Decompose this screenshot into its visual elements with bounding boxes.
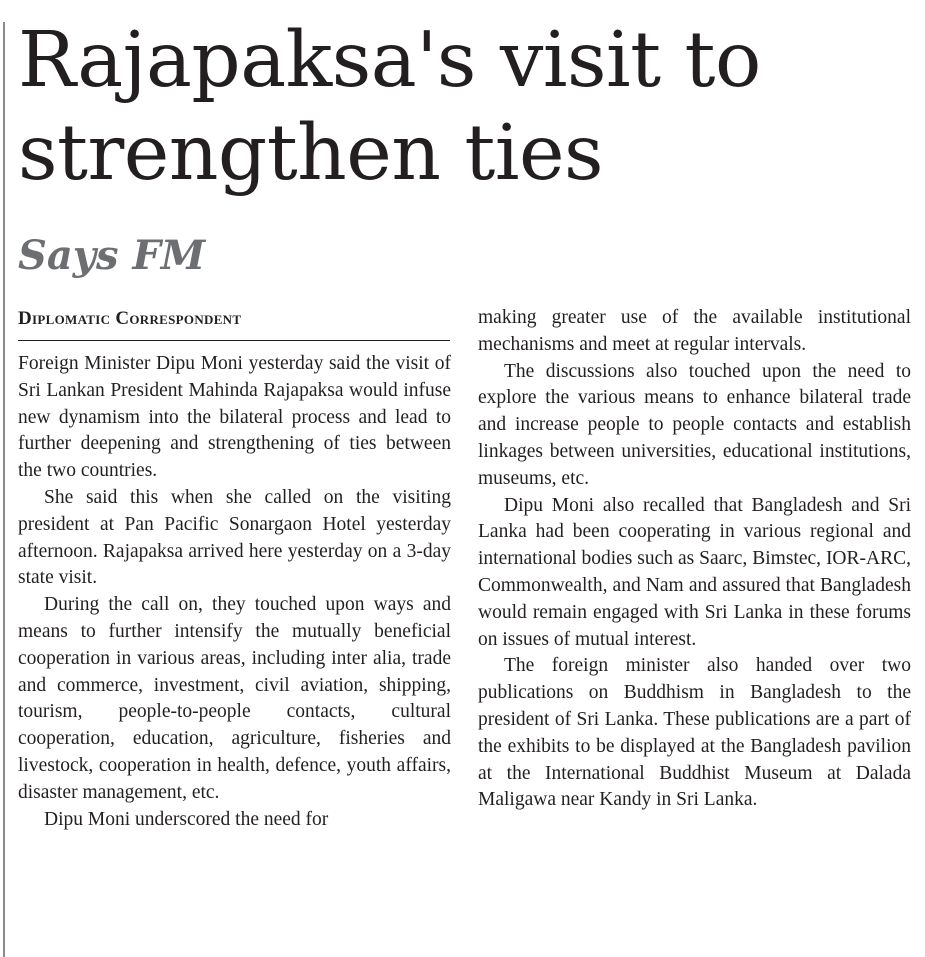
- article-column-right: [478, 305, 911, 814]
- subheadline: Says FM: [18, 232, 206, 279]
- paragraph: Dipu Moni underscored the need for: [44, 808, 329, 830]
- paragraph-continued: making greater use of the available institutional mechanisms and meet at regular intervals.: [478, 307, 911, 355]
- byline-divider: [18, 340, 450, 341]
- paragraph: During the call on, they touched upon ways and means to further intensify the mutually beneficial cooperation in various areas, including inter alia, trade and commerce, investment, civil aviation, shipping, tourism, people-to-people contacts, cultural cooperation, education, agriculture, fisheries and livestock, cooperation in health, defence, youth affairs, disaster management, etc.: [18, 594, 451, 803]
- paragraph: She said this when she called on the visiting president at Pan Pacific Sonargaon Hotel yesterday afternoon. Rajapaksa arrived here yesterday on a 3-day state visit.: [18, 486, 451, 589]
- paragraph: Dipu Moni also recalled that Bangladesh and Sri Lanka had been cooperating in various regional and international bodies such as Saarc, Bimstec, IOR-ARC, Commonwealth, and Nam and assured that Bangladesh would remain engaged with Sri Lanka in these forums on issues of mutual interest.: [478, 494, 911, 650]
- paragraph: The foreign minister also handed over two publications on Buddhism in Bangladesh to the president of Sri Lanka. These publications are a part of the exhibits to be displayed at the Bangladesh pavilion at the International Buddhist Museum at Dalada Maligawa near Kandy in Sri Lanka.: [478, 655, 911, 811]
- column-rule: [3, 22, 5, 957]
- paragraph: Foreign Minister Dipu Moni yesterday said the visit of Sri Lankan President Mahinda Rajapaksa would infuse new dynamism into the bilateral process and lead to further deepening and strengthening of ties between the two countries.: [18, 353, 451, 482]
- byline: Diplomatic Correspondent: [18, 308, 242, 329]
- article-column-left: [18, 351, 451, 833]
- headline: Rajapaksa's visit to strengthen ties: [18, 16, 761, 198]
- paragraph: The discussions also touched upon the need to explore the various means to enhance bilateral trade and increase people to people contacts and establish linkages between universities, educational institutions, museums, etc.: [478, 360, 911, 489]
